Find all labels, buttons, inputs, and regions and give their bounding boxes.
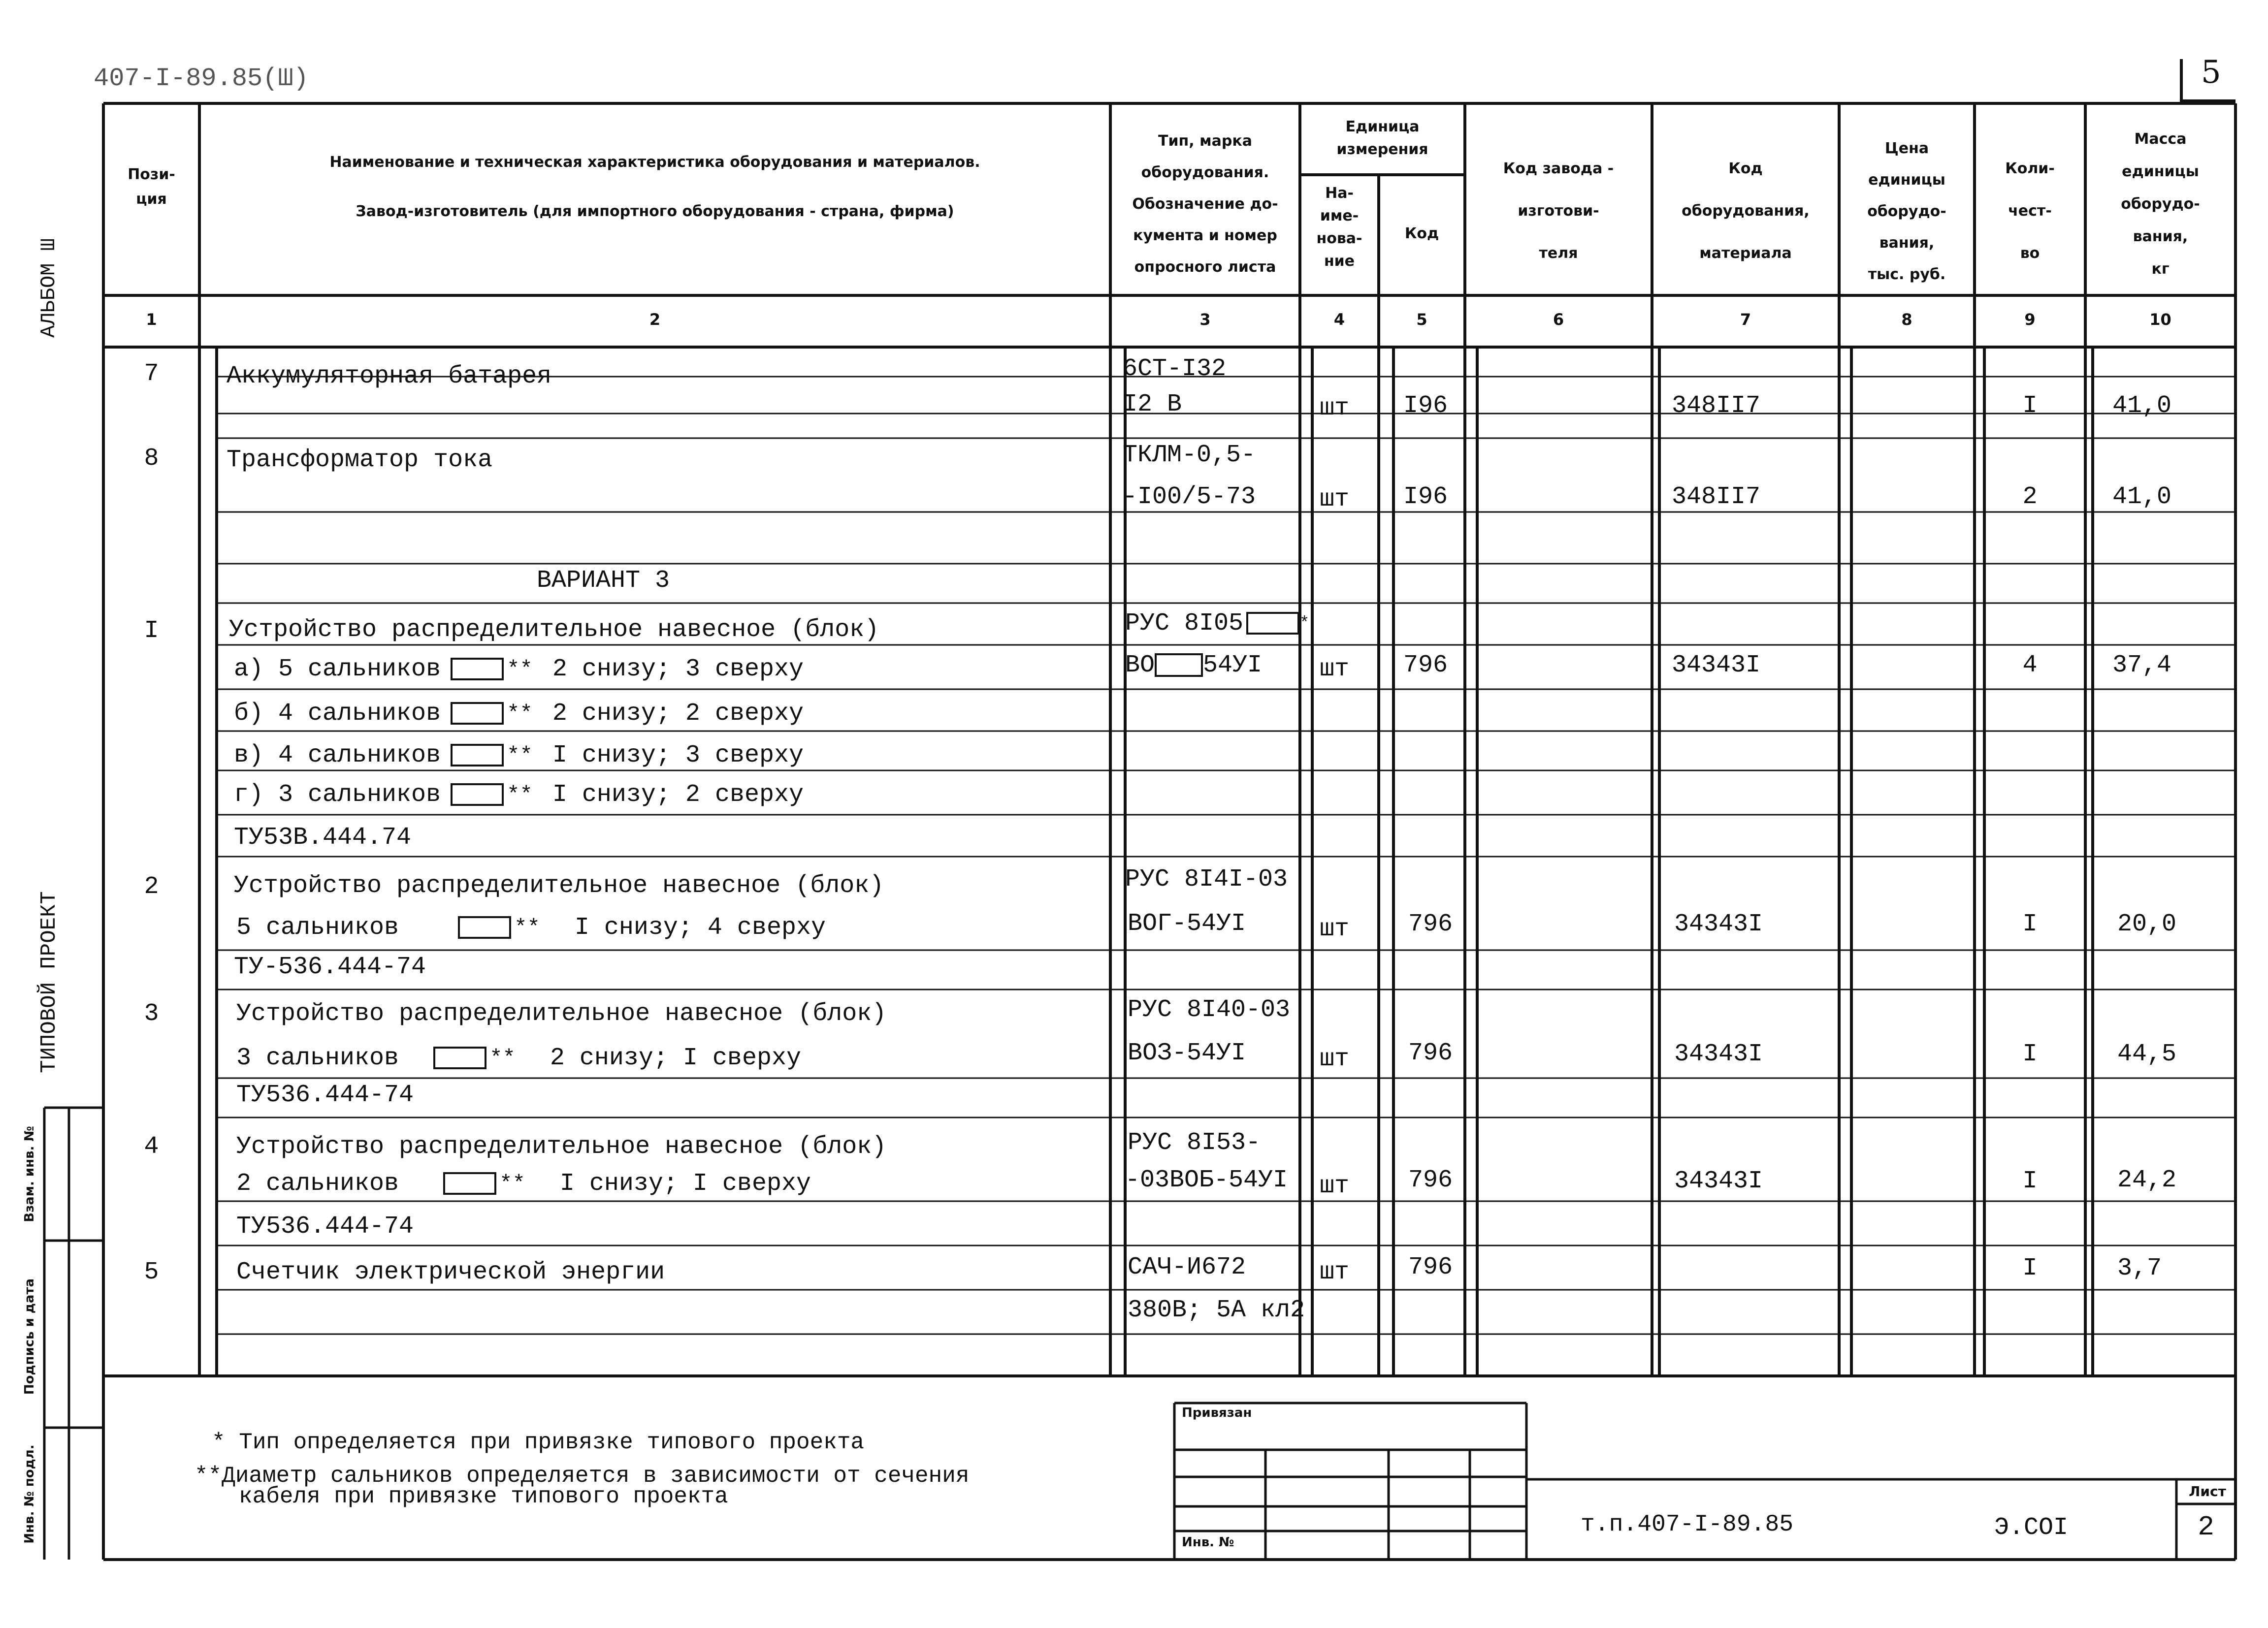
footnote-mark: * [1299, 614, 1310, 633]
row-type: I2 В [1123, 390, 1182, 418]
stamp-inv: Инв. № [1182, 1535, 1234, 1550]
row-mass: 20,0 [2117, 910, 2177, 938]
row-code: 796 [1408, 1039, 1453, 1067]
side-field-inv: Инв. № подл. [22, 1444, 37, 1544]
col-number: 5 [1416, 310, 1427, 329]
row-code: 796 [1408, 1253, 1453, 1281]
footnote-1-mark: * [212, 1430, 226, 1455]
footnote-stars: ** [507, 783, 533, 807]
row-name-tail: I снизу; I сверху [559, 1170, 811, 1198]
header-col7: Код оборудования, материала [1682, 160, 1810, 262]
row-qty: I [2022, 1167, 2038, 1195]
row-type: 380В; 5А кл2 [1128, 1296, 1305, 1324]
row-name-tail: I снизу; 3 сверху [552, 741, 804, 769]
row-name [234, 699, 804, 729]
header-col10: Масса единицы оборудо- вания, кг [2121, 130, 2200, 278]
row-name-tail: I снизу; 4 сверху [574, 914, 826, 942]
header-col3: Тип, марка оборудования. Обозначение до- кумента и номер опросного листа [1132, 132, 1278, 276]
stamp-project-code: т.п.407-I-89.85 [1581, 1511, 1794, 1538]
header-col2-line2: Завод-изготовитель (для импортного оборудования - страна, фирма) [356, 203, 954, 220]
row-unit: шт [1320, 394, 1350, 422]
footnote-1 [212, 1428, 864, 1457]
row-name-text: в) 4 сальников [234, 741, 441, 769]
col-number: 2 [649, 310, 661, 329]
row-code: I96 [1403, 483, 1448, 511]
row-position: 8 [144, 445, 159, 473]
row-type: ТКЛМ-0,5- [1123, 441, 1256, 469]
row-type [1125, 651, 1262, 680]
header-col1: Пози- ция [128, 166, 175, 208]
stamp-privyazan: Привязан [1182, 1405, 1252, 1420]
row-qty: I [2022, 392, 2038, 420]
row-type: РУС 8I40-03 [1128, 996, 1291, 1024]
header-col5: Код [1404, 225, 1439, 242]
row-name-text: а) 5 сальников [234, 655, 441, 683]
side-field-sign: Подпись и дата [22, 1278, 37, 1395]
row-type: 6СТ-I32 [1123, 355, 1227, 383]
footnote-stars: ** [507, 743, 533, 768]
row-equip-code: 34343I [1674, 1167, 1763, 1195]
row-type [1125, 609, 1309, 638]
col-number: 10 [2149, 310, 2171, 329]
footnote-stars: ** [507, 702, 533, 726]
row-name: ТУ53В.444.74 [234, 824, 412, 852]
section-heading: ВАРИАНТ 3 [537, 567, 670, 595]
row-equip-code: 34343I [1674, 1040, 1763, 1068]
row-mass: 3,7 [2117, 1254, 2162, 1282]
row-name [234, 780, 804, 810]
row-name: Трансформатор тока [227, 446, 493, 474]
footnote-2-mark: ** [194, 1463, 222, 1489]
blank-box [451, 658, 504, 680]
row-qty: I [2022, 910, 2038, 938]
row-qty: 2 [2022, 483, 2038, 511]
col-number: 3 [1199, 310, 1211, 329]
side-field-vzam: Взам. инв. № [22, 1126, 37, 1222]
row-type-text: РУС 8I05 [1125, 609, 1244, 638]
row-mass: 44,5 [2117, 1040, 2177, 1068]
row-position: 4 [144, 1133, 159, 1161]
page-number: 5 [2201, 54, 2221, 91]
row-type: ВОЗ-54УI [1128, 1039, 1246, 1067]
row-type: РУС 8I53- [1128, 1129, 1261, 1157]
row-position: 7 [144, 360, 159, 388]
footnote-1-text: Тип определяется при привязке типового проекта [239, 1430, 865, 1455]
row-unit: шт [1320, 915, 1350, 943]
row-type: -03ВОБ-54УI [1125, 1166, 1288, 1194]
row-code: 796 [1408, 910, 1453, 938]
footnote-2-text: Диаметр сальников определяется в зависимости от сечения [222, 1463, 970, 1489]
row-type: РУС 8I4I-03 [1125, 865, 1288, 894]
blank-box [1246, 612, 1299, 635]
row-type-text: 54УI [1203, 651, 1263, 679]
row-unit: шт [1320, 1172, 1350, 1200]
blank-box [451, 744, 504, 766]
stamp-sheet-number: 2 [2198, 1511, 2214, 1543]
row-name-text: 3 сальников [236, 1044, 399, 1072]
header-col6: Код завода - изготови- теля [1503, 160, 1614, 262]
row-position: 5 [144, 1258, 159, 1286]
header-col9: Коли- чест- во [2005, 160, 2055, 262]
blank-box [1155, 653, 1203, 677]
row-unit: шт [1320, 485, 1350, 513]
row-code: 796 [1403, 651, 1448, 679]
row-type: -I00/5-73 [1123, 483, 1256, 511]
row-position: 3 [144, 1000, 159, 1028]
row-code: I96 [1403, 392, 1448, 420]
row-name-tail: 2 снизу; 2 сверху [552, 700, 804, 728]
blank-box [451, 702, 504, 725]
footnote-stars: ** [507, 657, 533, 682]
footnote-stars: ** [489, 1046, 516, 1071]
row-mass: 37,4 [2112, 651, 2172, 679]
row-equip-code: 34343I [1672, 651, 1761, 679]
row-qty: I [2022, 1254, 2038, 1282]
row-qty: I [2022, 1040, 2038, 1068]
row-type: САЧ-И672 [1128, 1253, 1246, 1281]
side-album-label: АЛЬБОМ Ш [37, 238, 61, 338]
col-number: 8 [1901, 310, 1912, 329]
row-name-text: г) 3 сальников [234, 781, 441, 809]
row-unit: шт [1320, 1045, 1350, 1073]
row-name [236, 913, 826, 943]
row-position: 2 [144, 873, 159, 901]
row-name: Устройство распределительное навесное (блок) [229, 616, 879, 644]
row-equip-code: 348II7 [1672, 483, 1761, 511]
col-number: 4 [1333, 310, 1345, 329]
row-name-text: б) 4 сальников [234, 700, 441, 728]
footnote-2-cont: кабеля при привязке типового проекта [239, 1484, 728, 1509]
row-type-text: ВО [1125, 651, 1155, 679]
footnote-stars: ** [514, 916, 540, 940]
row-name-text: 5 сальников [236, 914, 399, 942]
stamp-drawing-code: Э.СОI [1994, 1514, 2069, 1542]
row-name: Счетчик электрической энергии [236, 1258, 665, 1286]
row-mass: 41,0 [2112, 483, 2172, 511]
row-name [236, 1044, 801, 1073]
footnote-stars: ** [499, 1172, 525, 1196]
row-mass: 41,0 [2112, 392, 2172, 420]
col-number: 9 [2024, 310, 2036, 329]
row-equip-code: 348II7 [1672, 392, 1761, 420]
row-name-tail: 2 снизу; 3 сверху [552, 655, 804, 683]
row-name: ТУ-536.444-74 [234, 953, 426, 981]
row-name-tail: 2 снизу; I сверху [550, 1044, 801, 1072]
row-unit: шт [1320, 655, 1350, 683]
row-name: Устройство распределительное навесное (блок) [236, 1133, 887, 1161]
blank-box [451, 783, 504, 806]
row-name [236, 1169, 811, 1199]
row-name-tail: I снизу; 2 сверху [552, 781, 804, 809]
row-name: Устройство распределительное навесное (блок) [236, 1000, 887, 1028]
header-col2-line1: Наименование и техническая характеристика оборудования и материалов. [329, 154, 980, 171]
row-name: ТУ536.444-74 [236, 1213, 414, 1241]
row-unit: шт [1320, 1258, 1350, 1286]
blank-box [433, 1047, 486, 1069]
row-name: ТУ536.444-74 [236, 1081, 414, 1109]
row-type: ВОГ-54УI [1128, 910, 1246, 938]
row-name-text: 2 сальников [236, 1170, 399, 1198]
header-unit: Единица измерения [1336, 118, 1428, 158]
header-col4: На- име- нова- ние [1316, 185, 1362, 270]
row-name [234, 655, 804, 684]
row-name [234, 741, 804, 770]
blank-box [458, 916, 511, 939]
col-number: 1 [146, 310, 157, 329]
row-name: Устройство распределительное навесное (блок) [234, 872, 884, 900]
row-code: 796 [1408, 1166, 1453, 1194]
side-project-label: ТИПОВОЙ ПРОЕКТ [37, 891, 62, 1073]
row-position: I [144, 617, 159, 645]
col-number: 6 [1553, 310, 1564, 329]
header-col8: Цена единицы оборудо- вания, тыс. руб. [1867, 140, 1946, 283]
row-qty: 4 [2022, 651, 2038, 679]
row-name: Аккумуляторная батарея [227, 362, 552, 390]
blank-box [443, 1172, 496, 1195]
col-number: 7 [1740, 310, 1751, 329]
stamp-sheet-label: Лист [2189, 1483, 2226, 1500]
row-equip-code: 34343I [1674, 910, 1763, 938]
row-mass: 24,2 [2117, 1166, 2177, 1194]
doc-code-top: 407-I-89.85(Ш) [94, 64, 309, 93]
